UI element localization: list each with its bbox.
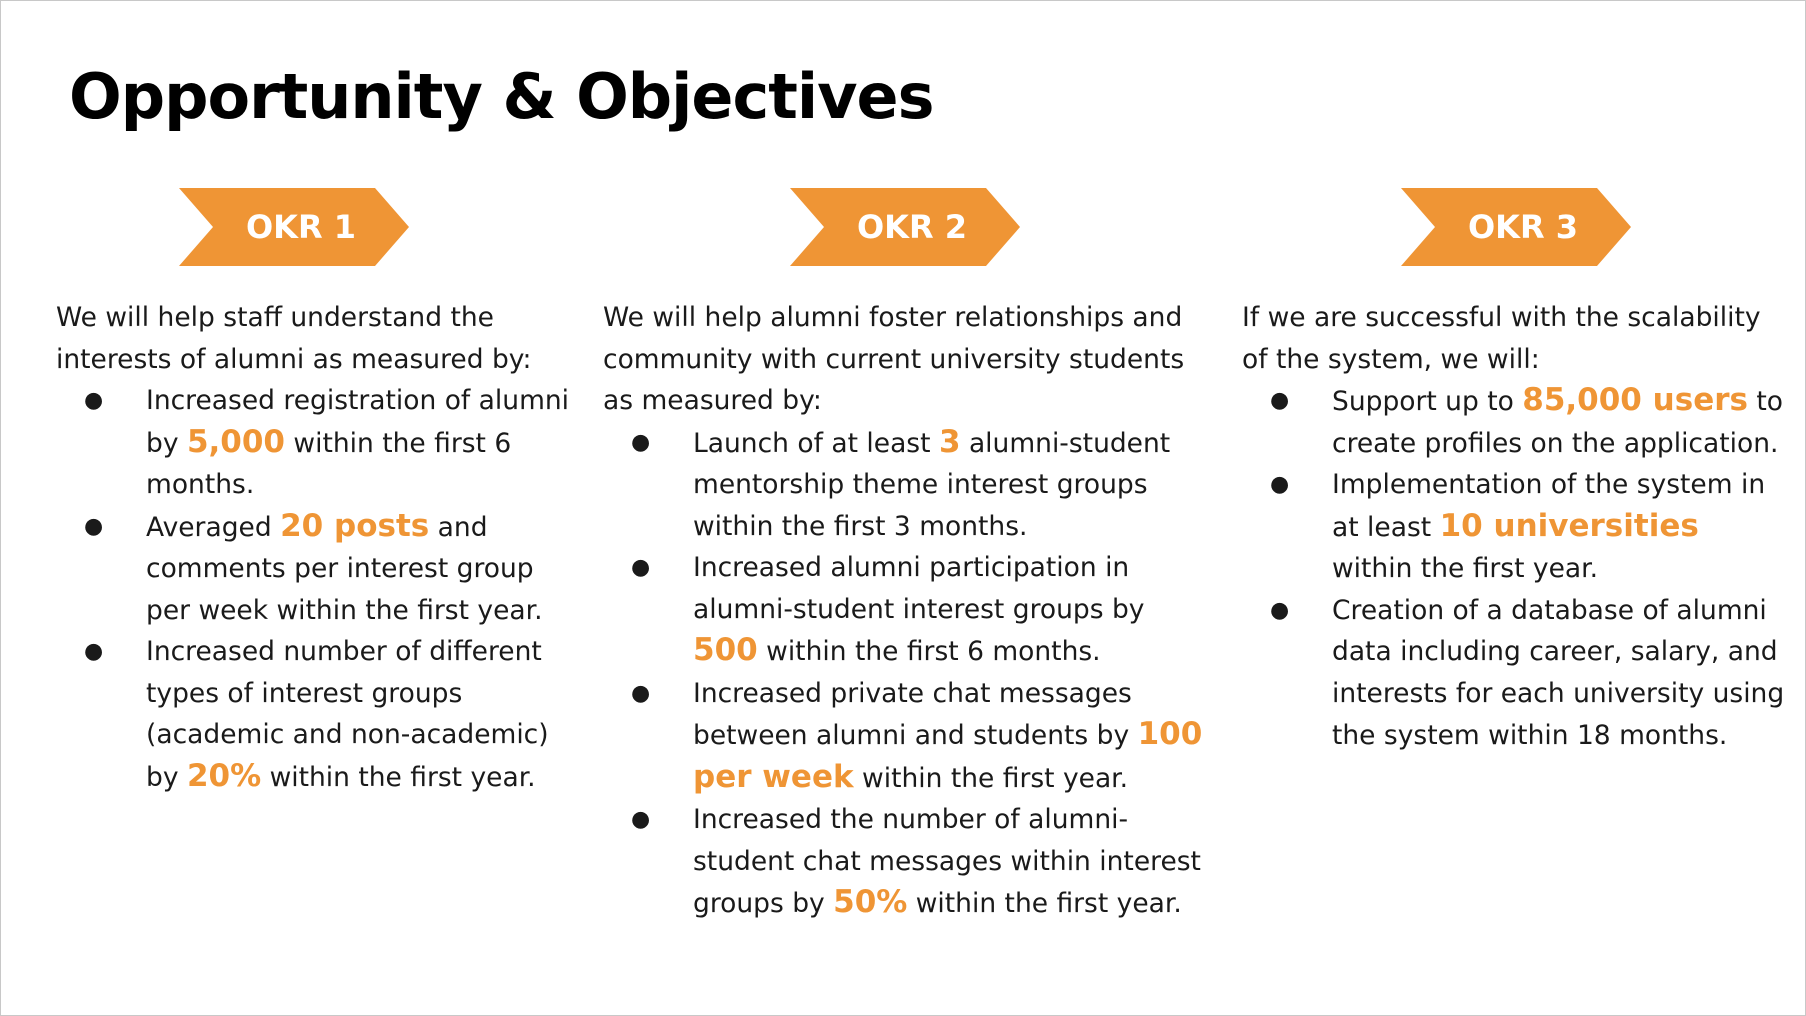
bullet-icon: ●	[84, 513, 104, 539]
bullet-icon: ●	[631, 807, 651, 832]
okr-3-column	[1242, 297, 1787, 757]
okr-1-label: OKR 1	[245, 208, 357, 246]
bullet-icon: ●	[1270, 388, 1290, 413]
bullet-icon: ●	[84, 388, 104, 413]
bullet-icon: ●	[631, 680, 651, 706]
okr-3-chevron	[1401, 188, 1631, 266]
list-item: ● Implementation of the system in at least 10 universities within the first year.	[1242, 464, 1787, 590]
list-item: ● Increased alumni participation in alumni-student interest groups by 500 within the first 6 months.	[603, 547, 1213, 673]
okr-3-intro: If we are successful with the scalability of the system, we will:	[1242, 302, 1761, 375]
okr-1-column	[56, 297, 576, 798]
list-item: ● Increased private chat messages between alumni and students by 100 per week within the first year.	[603, 673, 1213, 800]
highlight-value: 500	[693, 632, 758, 668]
okr-2-list	[603, 422, 1213, 925]
highlight-value: 20%	[186, 757, 262, 794]
okr-3-list	[1242, 380, 1787, 757]
list-item: ● Increased the number of alumni-student chat messages within interest groups by 50% within the first year.	[603, 799, 1213, 925]
bullet-icon: ●	[631, 555, 651, 580]
okr-1-list	[56, 380, 576, 798]
bullet-icon: ●	[84, 639, 104, 664]
list-item: ● Increased registration of alumni by 5,000 within the first 6 months.	[56, 380, 576, 506]
okr-1-intro: We will help staff understand the interests of alumni as measured by:	[56, 302, 532, 375]
list-item: ● Increased number of different types of interest groups (academic and non-academic) by 20% within the first year.	[56, 631, 576, 798]
highlight-value: 5,000	[186, 423, 285, 460]
okr-2-intro: We will help alumni foster relationships and community with current university students as measured by:	[603, 302, 1185, 416]
bullet-icon: ●	[631, 429, 651, 455]
list-item: ● Averaged 20 posts and comments per interest group per week within the first year.	[84, 507, 543, 626]
list-item: ● Support up to 85,000 users to create profiles on the application.	[1270, 382, 1783, 459]
highlight-value: 100 per week	[693, 716, 1203, 795]
highlight-value: 3	[938, 423, 961, 460]
okr-2-label: OKR 2	[856, 208, 968, 246]
page-title: Opportunity & Objectives	[69, 60, 934, 133]
highlight-value: 10 universities	[1439, 507, 1699, 544]
highlight-value: 20 posts	[280, 507, 430, 544]
bullet-icon: ●	[1270, 472, 1290, 497]
highlight-value: 50%	[833, 884, 908, 920]
bullet-icon: ●	[1270, 597, 1290, 623]
highlight-value: 85,000 users	[1522, 382, 1748, 418]
okr-2-column	[603, 297, 1213, 925]
okr-2-chevron	[790, 188, 1020, 266]
okr-3-label: OKR 3	[1467, 208, 1579, 246]
okr-1-chevron	[179, 188, 409, 266]
list-item: ● Creation of a database of alumni data including career, salary, and interests for each university using the system within 18 months.	[1242, 590, 1787, 757]
list-item: ● Launch of at least 3 alumni-student mentorship theme interest groups within the first 3 months.	[631, 423, 1171, 542]
